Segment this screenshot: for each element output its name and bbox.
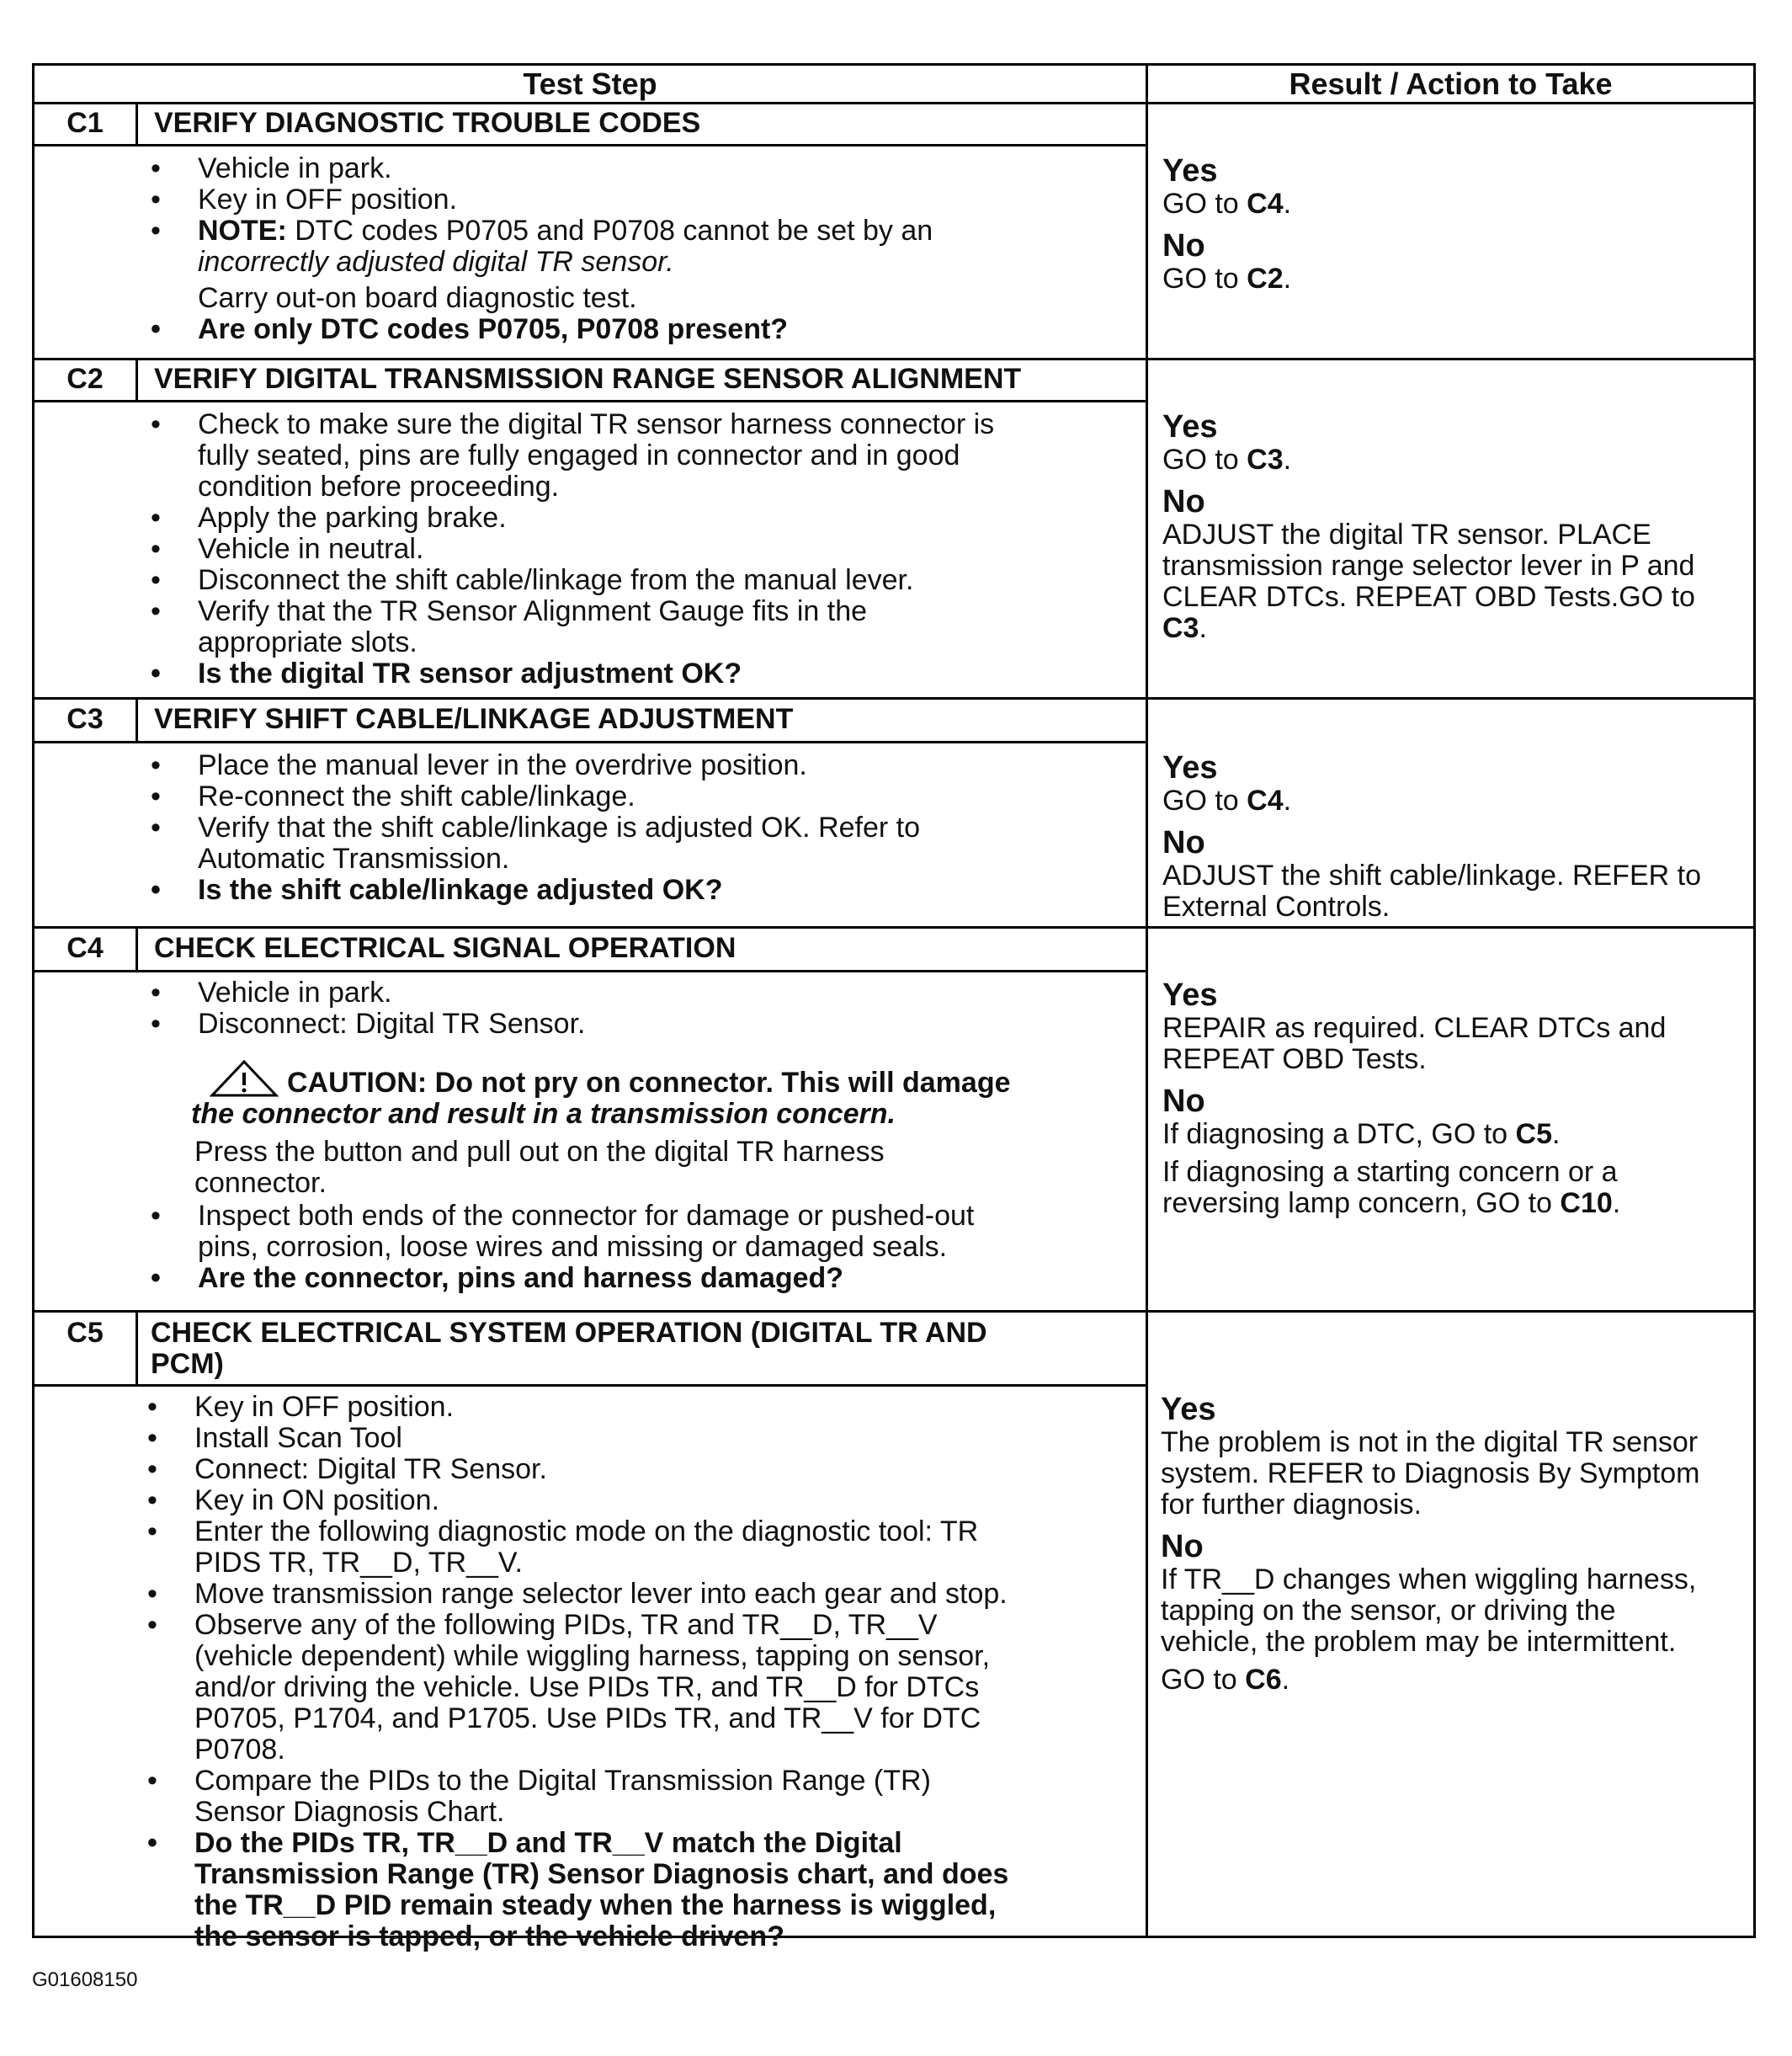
no-label: No (1162, 228, 1205, 264)
no-action: GO to C2. (1162, 263, 1292, 295)
instruction-item: • Apply the parking brake. (151, 503, 1135, 534)
step-result (1162, 750, 1743, 923)
step-title-divider (35, 970, 1146, 972)
step-title-divider (35, 144, 1146, 146)
step-id-divider (136, 1310, 138, 1384)
yes-label: Yes (1162, 977, 1218, 1013)
step-result (1162, 977, 1743, 1219)
instruction-item: • Key in ON position. (147, 1485, 1136, 1516)
yes-label: Yes (1161, 1392, 1216, 1427)
instruction-item: • Verify that the TR Sensor Alignment Gauge fits in the appropriate slots. (151, 596, 1135, 658)
instruction-item: • Check to make sure the digital TR sensor harness connector is fully seated, pins are fully engaged in connector and in good condition before proceeding. (151, 409, 1135, 503)
instruction-item: • Enter the following diagnostic mode on the diagnostic tool: TR PIDS TR, TR__D, TR__V. (147, 1516, 1136, 1579)
step-instructions (151, 409, 1135, 690)
yes-action: GO to C4. (1162, 785, 1292, 817)
figure-id: G01608150 (32, 1968, 138, 1991)
step-id-divider (136, 358, 138, 400)
instruction-item: • Vehicle in park. (151, 153, 1135, 184)
header-result-action: Result / Action to Take (1289, 67, 1613, 101)
instruction-item: • NOTE: DTC codes P0705 and P0708 cannot be set by an incorrectly adjusted digital TR sensor. (151, 216, 1135, 278)
no-action: If TR__D changes when wiggling harness, tapping on the sensor, or driving the vehicle, the problem may be intermittent. (1161, 1563, 1697, 1658)
instruction-item: • Disconnect the shift cable/linkage from the manual lever. (151, 565, 1135, 596)
instruction-item: • Inspect both ends of the connector for damage or pushed-out pins, corrosion, loose wires and missing or damaged seals. (151, 1201, 1135, 1263)
step-title: CHECK ELECTRICAL SIGNAL OPERATION (154, 932, 736, 964)
warning-triangle-icon (210, 1059, 279, 1098)
instruction-item: • Key in OFF position. (151, 184, 1135, 216)
decision-question: • Do the PIDs TR, TR__D and TR__V match the Digital Transmission Range (TR) Sensor Diagnosis chart, and does the TR__D PID remain steady when the harness is wiggled, the sensor is tapped, or the vehicle driven? (147, 1828, 1136, 1952)
instruction-item: • Install Scan Tool (147, 1423, 1136, 1454)
header-test-step: Test Step (523, 67, 657, 101)
decision-question: • Is the shift cable/linkage adjusted OK? (151, 875, 1135, 906)
diagnostic-table (32, 63, 1756, 1952)
yes-label: Yes (1162, 409, 1218, 445)
step-id: C1 (66, 107, 104, 139)
no-action-alt: If diagnosing a starting concern or a reversing lamp concern, GO to C10. (1162, 1156, 1621, 1219)
instruction-item: • Place the manual lever in the overdrive position. (151, 750, 1135, 781)
step-instructions (151, 977, 1135, 1040)
instruction-item: • Observe any of the following PIDs, TR and TR__D, TR__V (vehicle dependent) while wiggling harness, tapping on sensor, and/or driving the vehicle. Use PIDs TR, and TR__D for DTCs P0705, P1704, and P1705. Use PIDs TR, and TR__V for DTC P0708. (147, 1610, 1136, 1766)
step-id: C3 (66, 703, 104, 735)
step-id: C4 (66, 932, 104, 964)
step-title-divider (35, 741, 1146, 743)
step-instructions (151, 153, 1135, 345)
step-divider (35, 926, 1753, 929)
yes-label: Yes (1162, 153, 1218, 189)
step-id-divider (136, 697, 138, 741)
step-title: VERIFY SHIFT CABLE/LINKAGE ADJUSTMENT (154, 703, 794, 735)
step-instructions (151, 1201, 1135, 1294)
step-id-divider (136, 102, 138, 144)
instruction-item: • Vehicle in neutral. (151, 534, 1135, 565)
instruction-item: • Verify that the shift cable/linkage is adjusted OK. Refer to Automatic Transmission. (151, 812, 1135, 875)
step-title: CHECK ELECTRICAL SYSTEM OPERATION (DIGITAL TR AND PCM) (151, 1317, 987, 1380)
yes-action: REPAIR as required. CLEAR DTCs and REPEAT OBD Tests. (1162, 1012, 1667, 1075)
step-divider (35, 697, 1753, 700)
step-title-divider (35, 1384, 1146, 1387)
header-divider (35, 102, 1753, 104)
yes-action: GO to C3. (1162, 444, 1292, 476)
decision-question: • Are only DTC codes P0705, P0708 present? (151, 314, 1135, 345)
caution-text-continued: the connector and result in a transmission concern. (191, 1098, 896, 1130)
instruction-item: • Compare the PIDs to the Digital Transmission Range (TR) Sensor Diagnosis Chart. (147, 1766, 1136, 1828)
instruction-item: • Disconnect: Digital TR Sensor. (151, 1009, 1135, 1040)
yes-action: GO to C4. (1162, 188, 1292, 220)
instruction-item: • Re-connect the shift cable/linkage. (151, 781, 1135, 812)
step-divider (35, 1310, 1753, 1313)
step-id: C2 (66, 363, 104, 395)
decision-question: • Is the digital TR sensor adjustment OK? (151, 658, 1135, 690)
no-label: No (1162, 1084, 1205, 1119)
step-result (1162, 409, 1743, 644)
no-action-alt: GO to C6. (1161, 1664, 1290, 1696)
column-divider (1146, 66, 1148, 1936)
step-title-divider (35, 400, 1146, 402)
yes-label: Yes (1162, 750, 1218, 786)
step-id: C5 (66, 1317, 104, 1349)
decision-question: • Are the connector, pins and harness damaged? (151, 1263, 1135, 1294)
caution-text: CAUTION: Do not pry on connector. This will damage (287, 1067, 1011, 1099)
instruction-note: Press the button and pull out on the digital TR harness connector. (194, 1136, 885, 1199)
instruction-item: Carry out-on board diagnostic test. (198, 282, 637, 314)
instruction-item: • Key in OFF position. (147, 1392, 1136, 1423)
step-instructions (151, 750, 1135, 906)
step-result (1162, 153, 1743, 295)
instruction-item: • Vehicle in park. (151, 977, 1135, 1009)
step-title: VERIFY DIGITAL TRANSMISSION RANGE SENSOR ALIGNMENT (154, 363, 1022, 395)
step-result (1161, 1392, 1743, 1696)
step-title: VERIFY DIAGNOSTIC TROUBLE CODES (154, 107, 701, 139)
no-label: No (1162, 484, 1205, 519)
no-label: No (1162, 825, 1205, 860)
instruction-item: • Move transmission range selector lever into each gear and stop. (147, 1579, 1136, 1610)
step-instructions (147, 1392, 1136, 1952)
no-action: ADJUST the shift cable/linkage. REFER to External Controls. (1162, 860, 1701, 923)
step-divider (35, 358, 1753, 360)
step-id-divider (136, 926, 138, 970)
no-label: No (1161, 1529, 1204, 1564)
yes-action: The problem is not in the digital TR sensor system. REFER to Diagnosis By Symptom for further diagnosis. (1161, 1426, 1700, 1521)
instruction-item: • Connect: Digital TR Sensor. (147, 1454, 1136, 1485)
no-action: If diagnosing a DTC, GO to C5. (1162, 1118, 1561, 1150)
no-action: ADJUST the digital TR sensor. PLACE transmission range selector lever in P and CLEAR DTCs. REPEAT OBD Tests.GO to C3. (1162, 519, 1695, 644)
